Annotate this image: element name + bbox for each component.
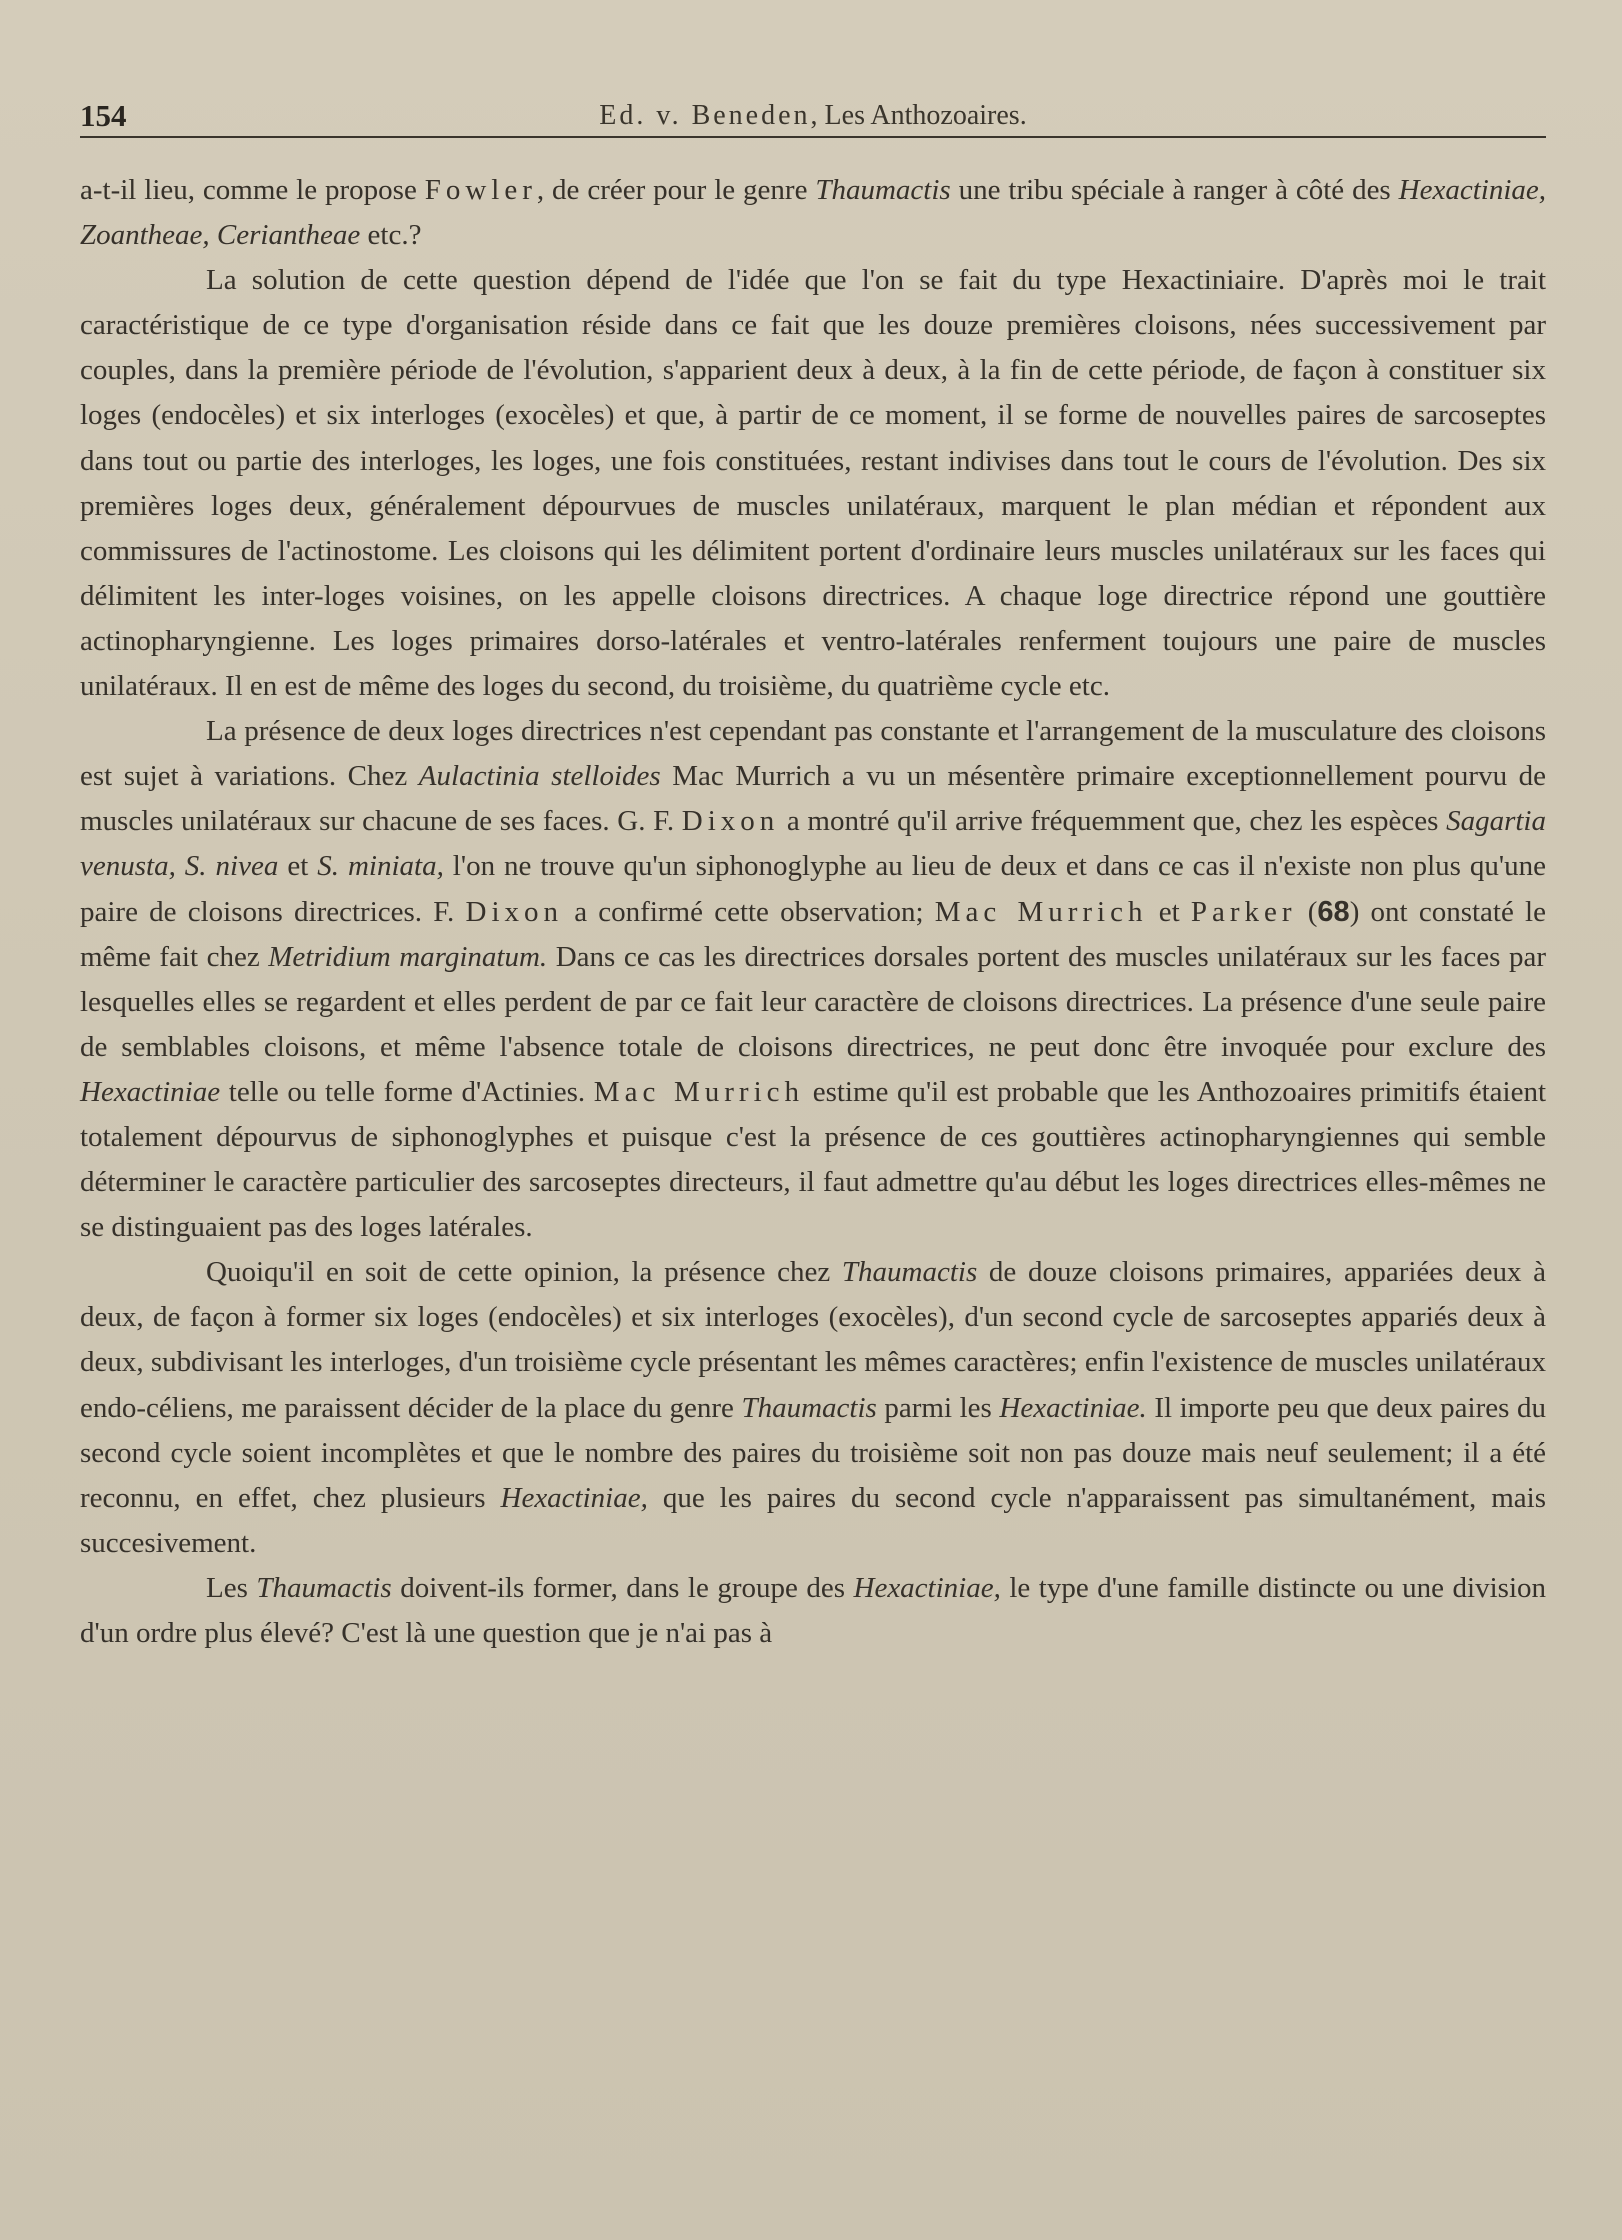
paragraph (80, 258, 1546, 709)
italic-text: Hexactiniae. (999, 1391, 1147, 1424)
italic-text: Thaumactis (741, 1391, 877, 1424)
text-run: doivent-ils former, dans le groupe des (391, 1571, 854, 1604)
italic-text: Aulactinia stelloides (418, 760, 661, 793)
italic-text: Hexactiniae, (500, 1481, 648, 1514)
text-run: Quoiqu'il en soit de cette opinion, la présence chez (206, 1256, 842, 1289)
text-run: Dans ce cas les directrices dorsales portent des muscles unilatéraux sur les faces par lesquelles elles se regardent et elles perdent de par ce fait leur caractère de cloisons directrices. La présence d'une seule paire de semblables cloisons, et même l'absence totale de cloisons directrices, ne peut donc être invoquée pour exclure des (80, 940, 1546, 1063)
text-run: ( (1296, 895, 1318, 928)
italic-text: Hexactiniae, Zoantheae, Ceriantheae (80, 174, 1546, 252)
italic-text: Hexactiniae (80, 1075, 221, 1108)
reference-number: 68 (1317, 895, 1350, 928)
italic-text: Thaumactis (815, 174, 951, 206)
text-run: , de créer pour le genre (536, 174, 816, 206)
text-run: telle ou telle forme d'Actinies. (220, 1075, 594, 1108)
text-run: La solution de cette question dépend de l'idée que l'on se fait du type Hexactiniaire. D'après moi le trait caractéristique de ce type d'organisation réside dans ce fait que les douze premières cloisons, nées successivement par couples, dans la première période de l'évolution, s'apparient deux à deux, à la fin de cette période, de façon à constituer six loges (endocèles) et six interloges (exocèles) et que, à partir de ce moment, il se forme de nouvelles paires de sarcoseptes dans tout ou partie des interloges, les loges, une fois constituées, restant indivises dans tout le cours de l'évolution. Des six premières loges deux, généralement dépourvues de muscles unilatéraux, marquent le plan médian et répondent aux commissures de l'actinostome. Les cloisons qui les délimitent portent d'ordinaire leurs muscles unilatéraux sur les faces qui délimitent les inter-loges voisines, on les appelle cloisons directrices. A chaque loge directrice répond une gouttière actinopharyngienne. Les loges primaires dorso-latérales et ventro-latérales renferment toujours une paire de muscles unilatéraux. Il en est de même des loges du second, du troisième, du quatrième cycle etc. (80, 264, 1546, 703)
paragraph (80, 1250, 1546, 1566)
text-run: estime qu'il est probable que les Anthozoaires primitifs étaient totalement dépourvus de siphonoglyphes et puisque c'est la présence de ces gouttières actinopharyngiennes qui semble déterminer le caractère particulier des sarcoseptes directeurs, il faut admettre qu'au début les loges directrices elles-mêmes ne se distinguaient pas des loges latérales. (80, 1075, 1547, 1244)
italic-text: Sagartia venusta, S. nivea (80, 805, 1546, 883)
text-run: Les (206, 1571, 257, 1604)
text-run: a-t-il lieu, comme le propose (80, 174, 425, 206)
spaced-author-name: Parker (1190, 895, 1297, 928)
paragraph (80, 168, 1546, 258)
running-title-separator: , (810, 100, 825, 131)
text-run: parmi les (876, 1391, 1000, 1424)
running-title-text: Les Anthozoaires. (824, 100, 1027, 131)
italic-text: Hexactiniae, (853, 1571, 1001, 1604)
text-run: que les paires du second cycle n'apparaissent pas simultanément, mais succesivement. (80, 1481, 1546, 1559)
paragraph (80, 1566, 1546, 1656)
spaced-author-name: Fowler (424, 174, 537, 206)
text-run: et (1147, 895, 1191, 928)
italic-text: Thaumactis (256, 1571, 392, 1604)
italic-text: Thaumactis (841, 1256, 978, 1289)
italic-text: S. miniata, (317, 850, 444, 883)
running-title (80, 96, 1546, 136)
spaced-author-name: Dixon (465, 895, 564, 928)
spaced-author-name: Mac Murrich (934, 895, 1148, 928)
text-run: Mac Murrich a vu un mésentère primaire exceptionnellement pourvu de muscles unilatéraux sur chacune de ses faces. G. F. (80, 760, 1546, 838)
spaced-author-name: Mac Murrich (593, 1075, 805, 1108)
text-run: a confirmé cette observation; (563, 895, 935, 928)
running-head (80, 96, 1546, 138)
text-run: ) ont constaté le même fait chez (80, 895, 1546, 973)
running-title-author: Ed. v. Beneden (599, 100, 811, 131)
text-run: Il importe peu que deux paires du second cycle soient incomplètes et que le nombre des paires du troisième soit non pas douze mais neuf seulement; il a été reconnu, en effet, chez plusieurs (80, 1391, 1546, 1514)
page-number: 154 (80, 98, 127, 133)
paragraph (80, 709, 1546, 1250)
text-run: une tribu spéciale à ranger à côté des (950, 174, 1399, 206)
text-run: le type d'une famille distincte ou une division d'un ordre plus élevé? C'est là une question que je n'ai pas à (80, 1571, 1546, 1649)
text-run: de douze cloisons primaires, appariées deux à deux, de façon à former six loges (endocèles) et six interloges (exocèles), d'un second cycle de sarcoseptes appariés deux à deux, subdivisant les interloges, d'un troisième cycle présentant les mêmes caractères; enfin l'existence de muscles unilatéraux endo-céliens, me paraissent décider de la place du genre (80, 1256, 1546, 1424)
body-text (80, 168, 1546, 1656)
text-run: l'on ne trouve qu'un siphonoglyphe au lieu de deux et dans ce cas il n'existe non plus qu'une paire de cloisons directrices. F. (80, 850, 1546, 928)
italic-text: Metridium marginatum. (268, 940, 548, 973)
text-run: a montré qu'il arrive fréquemment que, chez les espèces (779, 805, 1447, 838)
spaced-author-name: Dixon (681, 805, 780, 838)
text-run: etc.? (360, 219, 422, 252)
text-run: La présence de deux loges directrices n'est cependant pas constante et l'arrangement de la musculature des cloisons est sujet à variations. Chez (80, 715, 1546, 793)
text-run: et (278, 850, 318, 883)
